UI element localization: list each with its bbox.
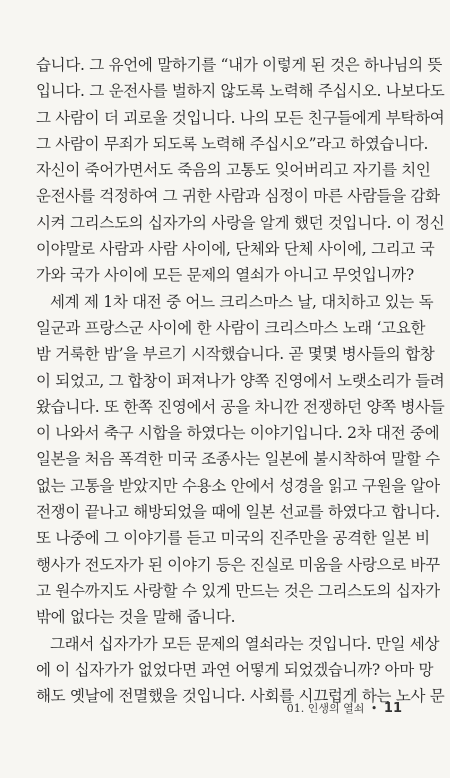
page-footer	[287, 700, 402, 716]
text-line: 이야말로 사람과 사람 사이에, 단체와 단체 사이에, 그리고 국	[36, 240, 435, 259]
text-line: 행사가 전도자가 된 이야기 등은 진실로 미움을 사랑으로 바꾸	[36, 555, 440, 574]
text-line: 습니다. 그 유언에 말하기를 “내가 이렇게 된 것은 하나님의 뜻	[36, 56, 443, 74]
text-line: 해도 옛날에 전멸했을 것입니다. 사회를 시끄럽게 하는 노사 문	[36, 687, 445, 706]
page-number: 11	[383, 701, 402, 716]
body-text	[36, 52, 445, 709]
text-line: 밤 거룩한 밤’을 부르기 시작했습니다. 곧 몇몇 병사들의 합창	[36, 345, 435, 364]
bullet-separator: •	[370, 702, 378, 715]
text-line: 이 나와서 축구 시합을 하였다는 이야기입니다. 2차 대전 중에	[36, 424, 440, 443]
text-line: 고 원수까지도 사랑할 수 있게 만드는 것은 그리스도의 십자가	[36, 581, 440, 600]
text-line: 또 나중에 그 이야기를 듣고 미국의 진주만을 공격한 일본 비	[36, 529, 430, 548]
text-line: 전쟁이 끝나고 해방되었을 때에 일본 선교를 하였다고 합니다.	[36, 503, 440, 522]
paragraph-3	[36, 631, 445, 710]
chapter-title: 01. 인생의 열쇠	[286, 702, 365, 715]
text-line: 이 되었고, 그 합창이 퍼져나가 양쪽 진영에서 노랫소리가 들려	[36, 371, 445, 390]
text-line: 일군과 프랑스군 사이에 한 사람이 크리스마스 노래 ‘고요한	[36, 318, 426, 337]
text-line: 가와 국가 사이에 모든 문제의 열쇠가 아니고 무엇입니까?	[36, 266, 414, 285]
text-line: 왔습니다. 또 한쪽 진영에서 공을 차니깐 전쟁하던 양쪽 병사들	[36, 397, 445, 416]
text-line: 그 사람이 무죄가 되도록 노력해 주십시오”라고 하였습니다.	[36, 134, 429, 153]
text-line: 운전사를 걱정하여 그 귀한 사람과 심정이 마른 사람들을 감화	[36, 187, 440, 206]
text-line: 입니다. 그 운전사를 벌하지 않도록 노력해 주십시오. 나보다도	[36, 82, 445, 101]
paragraph-1	[36, 52, 445, 289]
paragraph-2	[36, 289, 445, 631]
text-line: 시켜 그리스도의 십자가의 사랑을 알게 했던 것입니다. 이 정신	[36, 213, 445, 232]
text-line: 일본을 처음 폭격한 미국 조종사는 일본에 불시착하여 말할 수	[36, 450, 440, 469]
text-line: 세계 제 1차 대전 중 어느 크리스마스 날, 대치하고 있는 독	[50, 292, 434, 311]
text-line: 에 이 십자가가 없었다면 과연 어떻게 되었겠습니까? 아마 망	[36, 660, 434, 679]
text-line: 그 사람이 더 괴로울 것입니다. 나의 모든 친구들에게 부탁하여	[36, 108, 445, 127]
text-line: 없는 고통을 받았지만 수용소 안에서 성경을 읽고 구원을 알아	[36, 476, 440, 495]
text-line: 자신이 죽어가면서도 죽음의 고통도 잊어버리고 자기를 치인	[36, 161, 431, 180]
text-line: 밖에 없다는 것을 말해 줍니다.	[36, 608, 236, 627]
text-line: 그래서 십자가가 모든 문제의 열쇠라는 것입니다. 만일 세상	[50, 634, 440, 653]
